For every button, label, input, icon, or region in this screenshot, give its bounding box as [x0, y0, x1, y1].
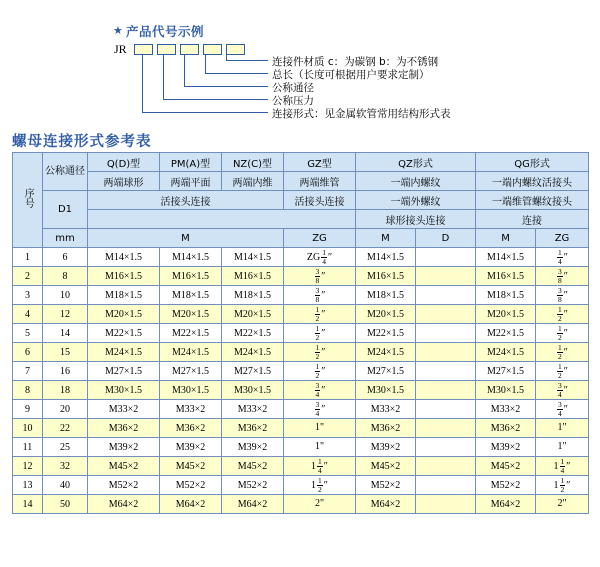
cell-qz-m: M27×1.5 — [356, 362, 416, 381]
cell-pma: M24×1.5 — [160, 343, 222, 362]
cell-sn: 4 — [13, 305, 43, 324]
cell-dn: 20 — [43, 400, 88, 419]
cell-qg-m: M22×1.5 — [476, 324, 536, 343]
nut-connection-spec-table — [12, 152, 589, 514]
header-shape-pma: 两端平面 — [160, 172, 222, 191]
cell-qg-m: M45×2 — [476, 457, 536, 476]
cell-qg-zg: $\frac{3}{8}$ ″ — [536, 267, 589, 286]
cell-sn: 2 — [13, 267, 43, 286]
table-header-row-units — [13, 229, 589, 248]
table-row — [13, 495, 589, 514]
cell-pma: M39×2 — [160, 438, 222, 457]
cell-qg-zg: 2" — [536, 495, 589, 514]
header-shape-nzc: 两端内维 — [222, 172, 284, 191]
cell-qg-m: M27×1.5 — [476, 362, 536, 381]
cell-pma: M14×1.5 — [160, 248, 222, 267]
cell-pma: M18×1.5 — [160, 286, 222, 305]
cell-qg-m: M39×2 — [476, 438, 536, 457]
cell-dn: 50 — [43, 495, 88, 514]
header-conn-swivel-gz: 活接头连接 — [284, 191, 356, 210]
header-group-nzc: NZ(C)型 — [222, 153, 284, 172]
cell-nzc: M52×2 — [222, 476, 284, 495]
cell-pma: M36×2 — [160, 419, 222, 438]
header-group-gz: GZ型 — [284, 153, 356, 172]
header-conn-swivel: 活接头连接 — [88, 191, 284, 210]
cell-qz-d — [416, 305, 476, 324]
cell-pma: M45×2 — [160, 457, 222, 476]
cell-qz-d — [416, 343, 476, 362]
cell-qg-m: M18×1.5 — [476, 286, 536, 305]
cell-gz: 1 $\frac{1}{2}$ ″ — [284, 476, 356, 495]
leader-line-v-5 — [142, 54, 143, 112]
leader-label-pressure: 公称压力 — [272, 95, 314, 107]
cell-sn: 14 — [13, 495, 43, 514]
cell-qg-zg: $\frac{1}{2}$ ″ — [536, 343, 589, 362]
header-ball-joint: 球形接头连接 — [356, 210, 476, 229]
leader-label-length: 总长（长度可根据用户要求定制） — [272, 69, 430, 81]
table-row — [13, 248, 589, 267]
cell-qd: M45×2 — [88, 457, 160, 476]
cell-dn: 16 — [43, 362, 88, 381]
header-shape-qz: 一端内螺纹 — [356, 172, 476, 191]
cell-nzc: M39×2 — [222, 438, 284, 457]
table-row — [13, 457, 589, 476]
cell-sn: 11 — [13, 438, 43, 457]
cell-pma: M22×1.5 — [160, 324, 222, 343]
cell-dn: 18 — [43, 381, 88, 400]
cell-qz-m: M14×1.5 — [356, 248, 416, 267]
cell-sn: 9 — [13, 400, 43, 419]
cell-dn: 6 — [43, 248, 88, 267]
code-box-1 — [134, 44, 153, 55]
cell-qd: M14×1.5 — [88, 248, 160, 267]
cell-dn: 32 — [43, 457, 88, 476]
cell-qz-d — [416, 495, 476, 514]
cell-qg-m: M64×2 — [476, 495, 536, 514]
header-unit-mm: mm — [43, 229, 88, 248]
header-group-qd: Q(D)型 — [88, 153, 160, 172]
leader-line-h-3 — [184, 86, 268, 87]
cell-qz-m: M36×2 — [356, 419, 416, 438]
cell-nzc: M33×2 — [222, 400, 284, 419]
code-box-5 — [226, 44, 245, 55]
cell-qz-m: M39×2 — [356, 438, 416, 457]
cell-qz-m: M22×1.5 — [356, 324, 416, 343]
cell-sn: 5 — [13, 324, 43, 343]
product-code-diagram — [0, 0, 600, 128]
cell-nzc: M64×2 — [222, 495, 284, 514]
table-title: 螺母连接形式参考表 — [12, 134, 152, 150]
cell-qg-m: M24×1.5 — [476, 343, 536, 362]
cell-qg-zg: $\frac{1}{2}$ ″ — [536, 305, 589, 324]
header-group-pma: PM(A)型 — [160, 153, 222, 172]
cell-qg-m: M16×1.5 — [476, 267, 536, 286]
table-header-row-joint — [13, 210, 589, 229]
diagram-title: 产品代号示例 — [126, 24, 205, 39]
header-conn-taper-joint: 一端维管螺纹接头 — [476, 191, 589, 210]
cell-qz-d — [416, 419, 476, 438]
cell-qg-zg: 1 $\frac{1}{4}$ ″ — [536, 457, 589, 476]
leader-line-v-3 — [184, 54, 185, 86]
leader-label-diameter: 公称通径 — [272, 82, 314, 94]
cell-qd: M30×1.5 — [88, 381, 160, 400]
header-thread-m-3: M — [476, 229, 536, 248]
leader-line-v-4 — [163, 54, 164, 99]
cell-qg-zg: $\frac{1}{4}$ ″ — [536, 248, 589, 267]
cell-pma: M33×2 — [160, 400, 222, 419]
header-connect: 连接 — [476, 210, 589, 229]
cell-gz: 1 $\frac{1}{4}$ ″ — [284, 457, 356, 476]
cell-qz-m: M30×1.5 — [356, 381, 416, 400]
cell-sn: 6 — [13, 343, 43, 362]
header-conn-ext-thread: 一端外螺纹 — [356, 191, 476, 210]
cell-sn: 13 — [13, 476, 43, 495]
cell-qz-d — [416, 267, 476, 286]
header-thread-d: D — [416, 229, 476, 248]
table-row — [13, 267, 589, 286]
cell-qd: M18×1.5 — [88, 286, 160, 305]
cell-pma: M52×2 — [160, 476, 222, 495]
leader-label-connection: 连接形式：见金属软管常用结构形式表 — [272, 108, 451, 120]
cell-gz: $\frac{1}{2}$ ″ — [284, 343, 356, 362]
cell-qd: M52×2 — [88, 476, 160, 495]
cell-qd: M20×1.5 — [88, 305, 160, 324]
cell-qz-d — [416, 248, 476, 267]
header-thread-zg-2: ZG — [536, 229, 589, 248]
table-header-row-connection — [13, 191, 589, 210]
leader-line-h-1 — [226, 60, 268, 61]
cell-qz-d — [416, 381, 476, 400]
cell-nzc: M45×2 — [222, 457, 284, 476]
cell-qd: M22×1.5 — [88, 324, 160, 343]
cell-qz-d — [416, 286, 476, 305]
cell-dn: 10 — [43, 286, 88, 305]
table-row — [13, 362, 589, 381]
cell-pma: M20×1.5 — [160, 305, 222, 324]
cell-nzc: M16×1.5 — [222, 267, 284, 286]
cell-gz: $\frac{3}{4}$ ″ — [284, 381, 356, 400]
cell-sn: 10 — [13, 419, 43, 438]
cell-gz: $\frac{1}{2}$ ″ — [284, 305, 356, 324]
cell-gz: $\frac{1}{2}$ ″ — [284, 362, 356, 381]
product-code-boxes — [134, 44, 245, 55]
cell-qz-d — [416, 476, 476, 495]
cell-dn: 15 — [43, 343, 88, 362]
cell-qg-m: M30×1.5 — [476, 381, 536, 400]
cell-qg-zg: $\frac{3}{4}$ ″ — [536, 400, 589, 419]
cell-gz: $\frac{3}{8}$ ″ — [284, 267, 356, 286]
cell-qd: M64×2 — [88, 495, 160, 514]
table-row — [13, 381, 589, 400]
header-shape-qd: 两端球形 — [88, 172, 160, 191]
cell-qz-m: M45×2 — [356, 457, 416, 476]
cell-qz-d — [416, 400, 476, 419]
cell-qz-m: M18×1.5 — [356, 286, 416, 305]
cell-qz-m: M20×1.5 — [356, 305, 416, 324]
leader-line-v-2 — [205, 54, 206, 73]
cell-qg-m: M52×2 — [476, 476, 536, 495]
cell-nzc: M14×1.5 — [222, 248, 284, 267]
cell-dn: 40 — [43, 476, 88, 495]
cell-qg-m: M33×2 — [476, 400, 536, 419]
cell-pma: M30×1.5 — [160, 381, 222, 400]
header-thread-zg-1: ZG — [284, 229, 356, 248]
cell-qg-m: M14×1.5 — [476, 248, 536, 267]
star-icon: ★ — [113, 24, 123, 37]
cell-qg-zg: 1" — [536, 419, 589, 438]
table-row — [13, 419, 589, 438]
table-row — [13, 343, 589, 362]
cell-qd: M27×1.5 — [88, 362, 160, 381]
product-code-prefix: JR — [114, 42, 127, 56]
cell-qd: M24×1.5 — [88, 343, 160, 362]
cell-qz-d — [416, 324, 476, 343]
cell-gz: 2" — [284, 495, 356, 514]
header-shape-qg: 一端内螺纹活接头 — [476, 172, 589, 191]
cell-dn: 14 — [43, 324, 88, 343]
cell-gz: $\frac{3}{4}$ ″ — [284, 400, 356, 419]
code-box-3 — [180, 44, 199, 55]
cell-gz: 1" — [284, 419, 356, 438]
cell-sn: 1 — [13, 248, 43, 267]
cell-qd: M33×2 — [88, 400, 160, 419]
cell-qz-m: M33×2 — [356, 400, 416, 419]
leader-line-h-4 — [163, 99, 268, 100]
cell-dn: 25 — [43, 438, 88, 457]
cell-gz: 1" — [284, 438, 356, 457]
cell-qg-m: M20×1.5 — [476, 305, 536, 324]
header-d1: D1 — [43, 191, 88, 229]
table-body — [13, 248, 589, 514]
cell-qg-zg: $\frac{3}{4}$ ″ — [536, 381, 589, 400]
cell-nzc: M30×1.5 — [222, 381, 284, 400]
table-row — [13, 286, 589, 305]
cell-qz-d — [416, 362, 476, 381]
header-blank — [88, 210, 356, 229]
header-group-qz: QZ形式 — [356, 153, 476, 172]
header-shape-gz: 两端维管 — [284, 172, 356, 191]
header-sn: 序号 — [13, 153, 43, 248]
header-group-qg: QG形式 — [476, 153, 589, 172]
cell-nzc: M36×2 — [222, 419, 284, 438]
cell-sn: 12 — [13, 457, 43, 476]
cell-nzc: M22×1.5 — [222, 324, 284, 343]
table-row — [13, 324, 589, 343]
leader-label-material: 连接件材质 c：为碳钢 b：为不锈钢 — [272, 56, 439, 68]
cell-qg-zg: 1 $\frac{1}{2}$ ″ — [536, 476, 589, 495]
cell-qg-zg: $\frac{1}{2}$ ″ — [536, 362, 589, 381]
cell-pma: M64×2 — [160, 495, 222, 514]
cell-pma: M16×1.5 — [160, 267, 222, 286]
cell-qg-m: M36×2 — [476, 419, 536, 438]
cell-pma: M27×1.5 — [160, 362, 222, 381]
cell-dn: 12 — [43, 305, 88, 324]
cell-sn: 8 — [13, 381, 43, 400]
cell-gz: ZG $\frac{1}{4}$ ″ — [284, 248, 356, 267]
cell-sn: 7 — [13, 362, 43, 381]
cell-qg-zg: $\frac{3}{8}$ ″ — [536, 286, 589, 305]
cell-qd: M39×2 — [88, 438, 160, 457]
cell-qz-d — [416, 457, 476, 476]
cell-qz-m: M64×2 — [356, 495, 416, 514]
header-thread-m-1: M — [88, 229, 284, 248]
cell-nzc: M18×1.5 — [222, 286, 284, 305]
table-header-row-groups — [13, 153, 589, 172]
table-row — [13, 400, 589, 419]
table-header-row-shapes — [13, 172, 589, 191]
table-row — [13, 476, 589, 495]
table-row — [13, 438, 589, 457]
cell-sn: 3 — [13, 286, 43, 305]
cell-gz: $\frac{1}{2}$ ″ — [284, 324, 356, 343]
cell-qz-m: M52×2 — [356, 476, 416, 495]
cell-qz-m: M24×1.5 — [356, 343, 416, 362]
code-box-2 — [157, 44, 176, 55]
cell-qg-zg: 1" — [536, 438, 589, 457]
cell-dn: 8 — [43, 267, 88, 286]
cell-qd: M36×2 — [88, 419, 160, 438]
leader-line-h-5 — [142, 112, 268, 113]
cell-nzc: M20×1.5 — [222, 305, 284, 324]
cell-nzc: M24×1.5 — [222, 343, 284, 362]
table-row — [13, 305, 589, 324]
header-dn: 公称通径 — [43, 153, 88, 191]
leader-line-h-2 — [205, 73, 268, 74]
cell-qz-m: M16×1.5 — [356, 267, 416, 286]
cell-qz-d — [416, 438, 476, 457]
cell-dn: 22 — [43, 419, 88, 438]
cell-nzc: M27×1.5 — [222, 362, 284, 381]
cell-qd: M16×1.5 — [88, 267, 160, 286]
cell-gz: $\frac{3}{8}$ ″ — [284, 286, 356, 305]
cell-qg-zg: $\frac{1}{2}$ ″ — [536, 324, 589, 343]
header-thread-m-2: M — [356, 229, 416, 248]
